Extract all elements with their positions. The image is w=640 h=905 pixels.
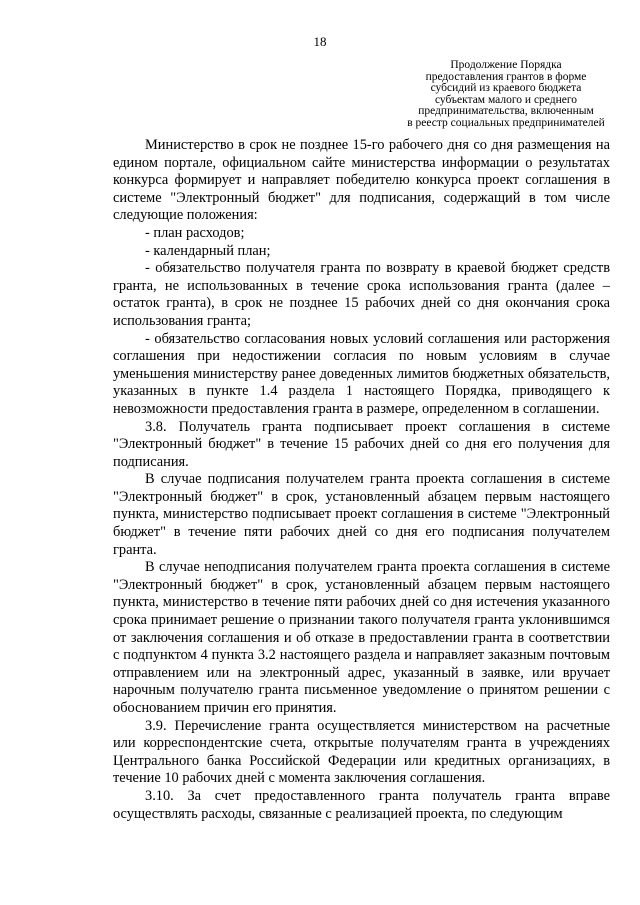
paragraph: 3.8. Получатель гранта подписывает проект соглашения в системе "Электронный бюджет" в течение 15 рабочих дней со дня его получения для подписания. — [113, 418, 610, 470]
list-item: - обязательство согласования новых условий соглашения или расторжения соглашения при недостижении согласия по новым условиям в случае уменьшения министерству ранее доведенных лимитов бюджетных обязательств, указанных в пункте 1.4 раздела 1 настоящего Порядка, приводящего к невозможности предоставления гранта в размере, определенном в соглашении. — [113, 330, 610, 417]
body-text — [113, 137, 610, 823]
paragraph: Министерство в срок не позднее 15-го рабочего дня со дня размещения на едином портале, официальном сайте министерства информации о результатах конкурса формирует и направляет победителю конкурса проект соглашения в системе "Электронный бюджет" для подписания, содержащий в том числе следующие положения: — [113, 137, 610, 224]
header-note-line: в реестр социальных предпринимателей — [407, 116, 605, 129]
paragraph: 3.10. За счет предоставленного гранта получатель гранта вправе осуществлять расходы, связанные с реализацией проекта, по следующим — [113, 787, 610, 822]
paragraph: 3.9. Перечисление гранта осуществляется министерством на расчетные или корреспондентские счета, открытые получателям гранта в учреждениях Центрального банка Российской Федерации или кредитных организациях, в течение 10 рабочих дней с момента заключения соглашения. — [113, 717, 610, 787]
header-note-line: субъектам малого и среднего — [434, 93, 578, 106]
header-note — [400, 60, 612, 129]
list-item: - план расходов; — [145, 224, 245, 241]
list-item: - обязательство получателя гранта по возврату в краевой бюджет средств гранта, не использованных в течение срока использования гранта (далее – остаток гранта), в срок не позднее 15 рабочих дней со дня окончания срока использования гранта; — [113, 260, 610, 329]
header-note-line: предоставления грантов в форме — [425, 70, 587, 83]
paragraph: В случае подписания получателем гранта проекта соглашения в системе "Электронный бюджет" в срок, установленный абзацем первым настоящего пункта, министерство подписывает проект соглашения в системе "Электронный бюджет" в течение пяти рабочих дней со дня его подписания получателем гранта. — [113, 471, 610, 558]
header-note-line: предпринимательства, включенным — [418, 105, 594, 117]
list-item: - календарный план; — [145, 242, 271, 259]
paragraph: В случае неподписания получателем гранта проекта соглашения в системе "Электронный бюджет" в срок, установленный абзацем первым настоящего пункта, министерство в течение пяти рабочих дней со дня истечения указанного срока принимает решение о признании такого получателя гранта уклонившимся от заключения соглашения и об отказе в предоставлении гранта в соответствии с подпунктом 4 пункта 3.2 настоящего раздела и направляет заказным почтовым отправлением или на электронный адрес, указанный в заявке, или вручает нарочным получателю гранта письменное уведомление о принятом решении с обоснованием причин его принятия. — [113, 559, 610, 716]
header-note-line: Продолжение Порядка — [450, 59, 562, 71]
header-note-line: субсидий из краевого бюджета — [430, 82, 582, 94]
page-number: 18 — [313, 34, 327, 49]
